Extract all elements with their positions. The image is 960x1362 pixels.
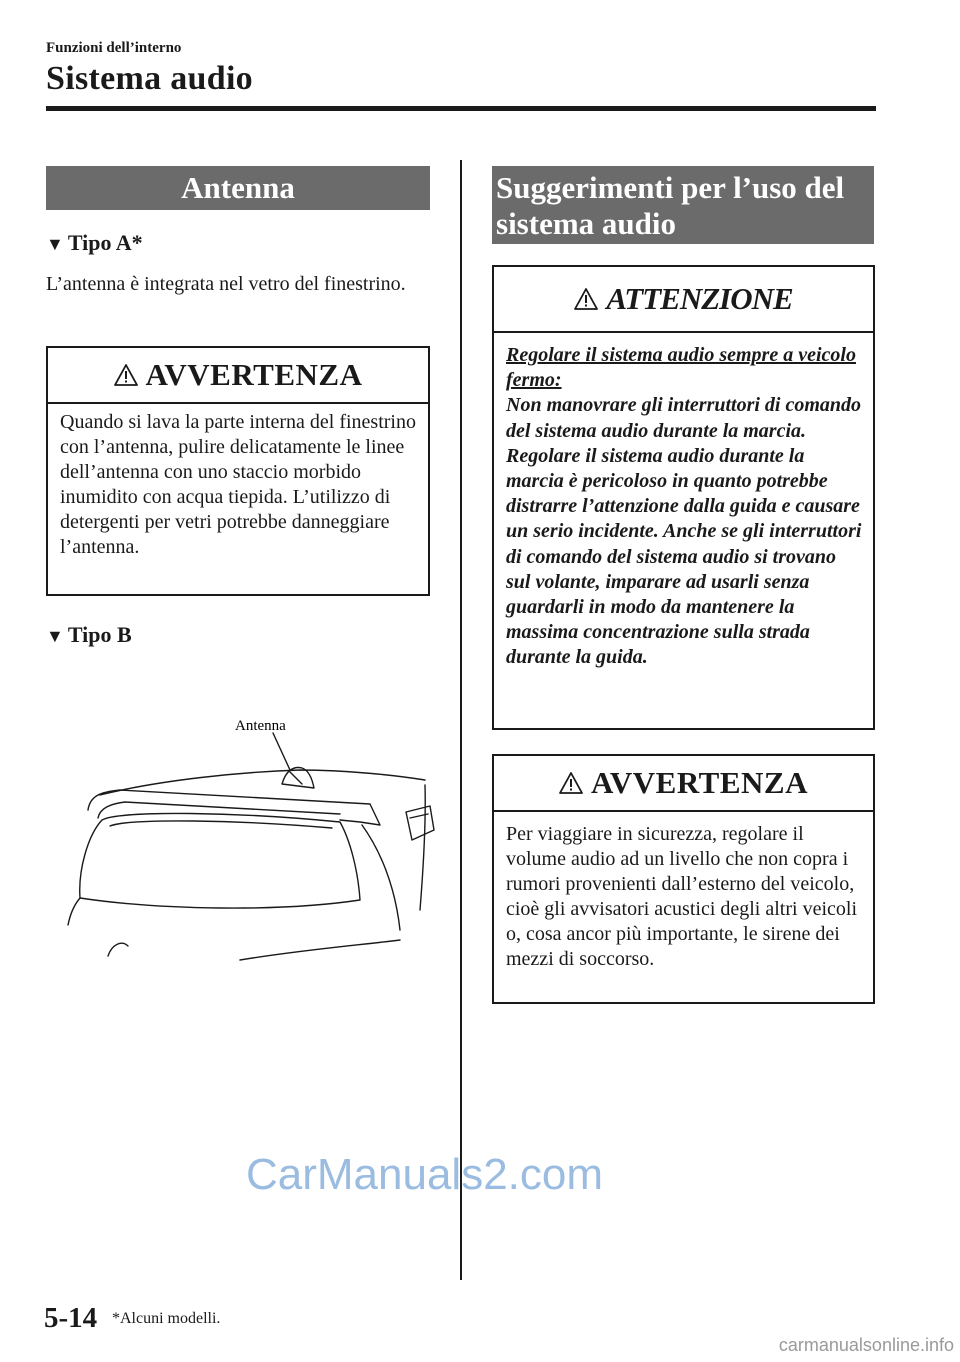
warning-text: Per viaggiare in sicurezza, regolare il volume audio ad un livello che non copra i rumori provenienti dall’esterno del veicolo, cioè gli avvisatori acustici degli altri veicoli o, cosa ancor più importante, le sirene dei mezzi di soccorso.	[506, 823, 857, 970]
header-rule	[46, 106, 876, 111]
volume-warning-box	[492, 754, 875, 1004]
section-label: Funzioni dell’interno	[46, 40, 182, 56]
warning-title: AVVERTENZA	[591, 765, 808, 800]
page-title: Sistema audio	[46, 60, 253, 97]
warning-triangle-icon	[574, 288, 598, 310]
warning-title: AVVERTENZA	[145, 357, 363, 392]
caution-underlined-lead: Regolare il sistema audio sempre a veicolo fermo:	[506, 344, 856, 392]
antenna-section-bar: Antenna	[46, 166, 430, 210]
caution-header	[494, 267, 873, 333]
antenna-warning-box	[46, 346, 430, 596]
warning-text: Quando si lava la parte interna del finestrino con l’antenna, pulire delicatamente le linee dell’antenna con uno staccio morbido inumidito con acqua tiepida. L’utilizzo di detergenti per vetri potrebbe danneggiare l’antenna.	[60, 411, 416, 558]
tips-section-bar: Suggerimenti per l’uso del sistema audio	[492, 166, 874, 244]
rear-antenna-illustration	[40, 700, 440, 975]
footnote: *Alcuni modelli.	[112, 1310, 221, 1327]
type-a-heading	[46, 230, 143, 256]
type-b-heading	[46, 622, 132, 648]
caution-body	[494, 333, 873, 681]
triangle-down-icon: ▼	[46, 234, 64, 254]
type-a-heading-text: Tipo A*	[67, 230, 143, 255]
site-watermark: carmanualsonline.info	[778, 1335, 954, 1355]
warning-header	[48, 348, 428, 404]
page-number: 5-14	[44, 1302, 98, 1334]
warning-triangle-icon	[559, 772, 583, 794]
caution-box	[492, 265, 875, 730]
figure-label-antenna: Antenna	[235, 718, 286, 734]
warning-triangle-icon	[114, 364, 138, 386]
caution-title: ATTENZIONE	[606, 281, 793, 316]
caution-text: Non manovrare gli interruttori di comando del sistema audio durante la marcia. Regolare il sistema audio durante la marcia è pericoloso in quanto potrebbe distrarre l’attenzione dalla guida e causare un serio incidente. Anche se gli interruttori di comando del sistema audio si trovano sul volante, imparare ad usarli senza guardarli in modo da mantenere la massima concentrazione sulla strada durante la guida.	[506, 394, 862, 669]
triangle-down-icon: ▼	[46, 626, 64, 646]
column-divider	[460, 160, 462, 1280]
type-b-heading-text: Tipo B	[67, 622, 132, 647]
watermark-logo: CarManuals2.com	[246, 1150, 604, 1199]
type-a-paragraph: L’antenna è integrata nel vetro del finestrino.	[46, 273, 406, 295]
warning-header	[494, 756, 873, 812]
